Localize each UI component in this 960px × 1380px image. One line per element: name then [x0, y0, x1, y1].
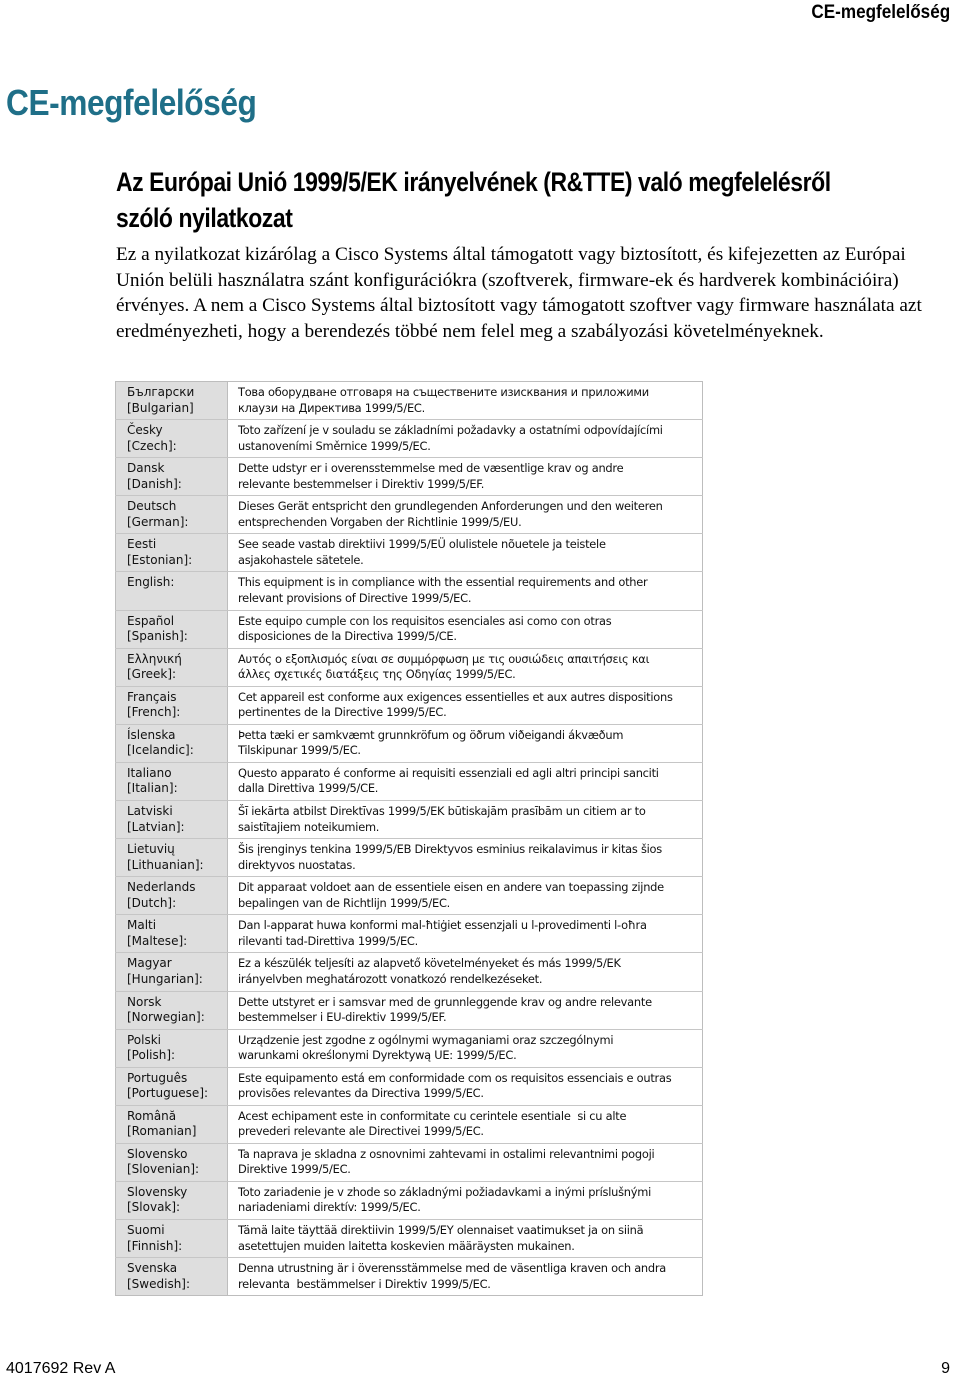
language-cell [116, 839, 228, 877]
declaration-text-cell [228, 1067, 703, 1105]
table-row [116, 953, 703, 991]
declaration-text-line: Šī iekārta atbilst Direktīvas 1999/5/EK būtiskajām prasībām un citiem ar to [238, 804, 646, 819]
declaration-text-line: клаузи на Директива 1999/5/EC. [238, 400, 425, 415]
table-row [116, 762, 703, 800]
declaration-text-line: prevederi relevante ale Directivei 1999/5/EC. [238, 1124, 484, 1139]
language-english-name: [Estonian]: [127, 552, 193, 567]
language-cell [116, 1181, 228, 1219]
language-cell [116, 420, 228, 458]
declaration-text-line: warunkami określonymi Dyrektywą UE: 1999/5/EC. [238, 1048, 517, 1063]
declaration-text-line: direktyvos nuostatas. [238, 857, 356, 872]
language-name: Nederlands [127, 880, 196, 895]
declaration-text-line: pertinentes de la Directive 1999/5/EC. [238, 705, 447, 720]
declaration-text-line: Denna utrustning är i överensstämmelse med de väsentliga kraven och andra [238, 1261, 667, 1276]
table-row [116, 1258, 703, 1296]
language-english-name: [Hungarian]: [127, 971, 203, 986]
declaration-text-line: Toto zařízení je v souladu se základními požadavky a ostatními odpovídajícími [238, 423, 663, 438]
declaration-text-cell [228, 1258, 703, 1296]
language-name: Български [127, 385, 195, 399]
table-row [116, 648, 703, 686]
table-row [116, 382, 703, 420]
table-row [116, 991, 703, 1029]
declaration-text-line: Dan l-apparat huwa konformi mal-ħtiġiet essenzjali u l-provedimenti l-oħra [238, 918, 647, 933]
language-english-name: [Icelandic]: [127, 743, 194, 758]
table-row [116, 610, 703, 648]
declaration-text-line: άλλες σχετικές διατάξεις της Οδηγίας 1999/5/EC. [238, 667, 516, 682]
declaration-text-cell [228, 458, 703, 496]
declaration-text-line: Tämä laite täyttää direktiivin 1999/5/EY olennaiset vaatimukset ja on siinä [238, 1223, 644, 1238]
language-name: Ελληνική [127, 651, 182, 666]
language-english-name: [Romanian] [127, 1124, 197, 1139]
language-cell [116, 953, 228, 991]
language-english-name: [Slovak]: [127, 1200, 181, 1215]
language-name: Italiano [127, 765, 172, 780]
declaration-text-line: Dit apparaat voldoet aan de essentiele eisen en andere van toepassing zijnde [238, 880, 664, 895]
language-english-name: [Latvian]: [127, 819, 185, 834]
document-id: 4017692 Rev A [6, 1360, 116, 1377]
language-name: Français [127, 689, 177, 704]
language-cell [116, 877, 228, 915]
declaration-text-line: dalla Direttiva 1999/5/CE. [238, 781, 379, 796]
language-english-name: [French]: [127, 705, 181, 720]
declaration-text-cell [228, 420, 703, 458]
table-row [116, 496, 703, 534]
declaration-text-line: Dieses Gerät entspricht den grundlegenden Anforderungen und den weiteren [238, 499, 663, 514]
declaration-text-line: relevant provisions of Directive 1999/5/EC. [238, 590, 472, 605]
section-heading-line2: szóló nyilatkozat [116, 203, 293, 233]
declaration-text-cell [228, 496, 703, 534]
declaration-text-line: Toto zariadenie je v zhode so základnými požiadavkami a inými príslušnými [238, 1184, 652, 1199]
language-name: Eesti [127, 537, 157, 552]
language-name: Deutsch [127, 499, 177, 514]
table-row [116, 534, 703, 572]
language-english-name: [Danish]: [127, 476, 182, 491]
declaration-table-body [116, 382, 703, 1296]
declaration-table [115, 381, 703, 1296]
declaration-text-line: relevante bestemmelser i Direktiv 1999/5/EF. [238, 476, 485, 491]
declaration-text-line: Este equipamento está em conformidade com os requisitos essenciais e outras [238, 1070, 672, 1085]
language-name: Magyar [127, 956, 172, 971]
declaration-text-line: disposiciones de la Directiva 1999/5/CE. [238, 629, 457, 644]
declaration-text-line: Αυτός ο εξοπλισμός είναι σε συμμόρφωση με τις ουσιώδεις απαιτήσεις και [238, 651, 650, 666]
language-english-name: [Lithuanian]: [127, 857, 204, 872]
language-cell [116, 610, 228, 648]
language-cell [116, 458, 228, 496]
declaration-text-cell [228, 686, 703, 724]
table-row [116, 877, 703, 915]
language-name: Malti [127, 918, 157, 933]
table-row [116, 458, 703, 496]
language-cell [116, 991, 228, 1029]
declaration-text-line: Dette utstyret er i samsvar med de grunnleggende krav og andre relevante [238, 994, 652, 1009]
language-name: Suomi [127, 1223, 165, 1238]
table-row [116, 839, 703, 877]
declaration-text-cell [228, 839, 703, 877]
declaration-text-cell [228, 915, 703, 953]
declaration-text-cell [228, 1181, 703, 1219]
declaration-text-cell [228, 1105, 703, 1143]
declaration-text-cell [228, 1220, 703, 1258]
language-cell [116, 1220, 228, 1258]
declaration-text-line: See seade vastab direktiivi 1999/5/EÜ olulistele nõuetele ja teistele [238, 537, 606, 552]
table-row [116, 1105, 703, 1143]
declaration-text-line: provisões relevantes da Directiva 1999/5/EC. [238, 1086, 484, 1101]
declaration-text-cell [228, 877, 703, 915]
declaration-text-line: Urządzenie jest zgodne z ogólnymi wymaganiami oraz szczególnymi [238, 1032, 614, 1047]
language-english-name: [Czech]: [127, 438, 177, 453]
declaration-text-line: This equipment is in compliance with the essential requirements and other [238, 575, 648, 590]
running-header-title: CE-megfelelőség [811, 2, 950, 23]
language-name: Lietuvių [127, 842, 175, 857]
language-name: Latviski [127, 804, 173, 819]
declaration-text-line: entsprechenden Vorgaben der Richtlinie 1999/5/EU. [238, 514, 522, 529]
language-english-name: [German]: [127, 514, 189, 529]
language-english-name: [Spanish]: [127, 629, 188, 644]
declaration-text-line: nariadeniami direktív: 1999/5/EC. [238, 1200, 421, 1215]
language-english-name: [Greek]: [127, 667, 177, 682]
declaration-text-line: asetettujen muiden laitetta koskevien määräysten mukainen. [238, 1238, 575, 1253]
language-name: Dansk [127, 461, 165, 476]
declaration-text-line: bestemmelser i EU-direktiv 1999/5/EF. [238, 1010, 447, 1024]
table-row [116, 1181, 703, 1219]
page-title: CE-megfelelőség [6, 82, 257, 123]
declaration-text-line: irányelvben meghatározott vonatkozó rendelkezéseket. [238, 971, 543, 986]
declaration-text-line: Acest echipament este in conformitate cu cerintele esentiale si cu alte [238, 1108, 627, 1123]
table-row [116, 420, 703, 458]
declaration-text-cell [228, 1143, 703, 1181]
language-cell [116, 496, 228, 534]
declaration-text-cell [228, 534, 703, 572]
language-cell [116, 915, 228, 953]
declaration-text-line: bepalingen van de Richtlijn 1999/5/EC. [238, 895, 451, 910]
declaration-text-line: Cet appareil est conforme aux exigences essentielles et aux autres dispositions [238, 689, 673, 704]
table-row [116, 915, 703, 953]
declaration-text-line: relevanta bestämmelser i Direktiv 1999/5/EC. [238, 1276, 491, 1291]
declaration-text-line: ustanoveními Směrnice 1999/5/EC. [238, 438, 431, 453]
language-cell [116, 801, 228, 839]
language-english-name: [Swedish]: [127, 1276, 191, 1291]
language-cell [116, 648, 228, 686]
language-cell [116, 1105, 228, 1143]
language-name: Română [127, 1108, 177, 1123]
table-row [116, 1029, 703, 1067]
language-name: Íslenska [127, 727, 176, 742]
declaration-text-line: Ez a készülék teljesíti az alapvető követelményeket és más 1999/5/EK [238, 956, 621, 971]
language-cell [116, 724, 228, 762]
declaration-text-cell [228, 991, 703, 1029]
declaration-text-line: Este equipo cumple con los requisitos esenciales asi como con otras [238, 613, 612, 628]
table-row [116, 572, 703, 610]
language-cell [116, 534, 228, 572]
language-name: Polski [127, 1032, 162, 1047]
declaration-text-line: Questo apparato é conforme ai requisiti essenziali ed agli altri principi sanciti [238, 765, 659, 780]
language-cell [116, 1258, 228, 1296]
table-row [116, 801, 703, 839]
declaration-text-cell [228, 382, 703, 420]
language-name: Português [127, 1070, 188, 1085]
language-english-name: [Norwegian]: [127, 1010, 205, 1024]
language-name: Svenska [127, 1261, 178, 1276]
declaration-text-line: Dette udstyr er i overensstemmelse med de væsentlige krav og andre [238, 461, 624, 476]
language-cell [116, 382, 228, 420]
language-name: Česky [127, 423, 163, 438]
declaration-text-line: Това оборудване отговаря на съществените изисквания и приложими [238, 385, 649, 399]
language-cell [116, 762, 228, 800]
table-row [116, 1143, 703, 1181]
language-english-name: [Maltese]: [127, 933, 188, 948]
table-row [116, 1067, 703, 1105]
language-name: English: [127, 575, 175, 590]
language-cell [116, 1067, 228, 1105]
declaration-text-line: asjakohastele sätetele. [238, 552, 364, 567]
page-number: 9 [941, 1360, 950, 1377]
declaration-text-line: Šis įrenginys tenkina 1999/5/EB Direktyvos esminius reikalavimus ir kitas šios [238, 842, 662, 857]
declaration-text-line: Direktive 1999/5/EC. [238, 1162, 351, 1177]
declaration-text-line: saistītajiem noteikumiem. [238, 819, 380, 834]
table-row [116, 686, 703, 724]
declaration-text-cell [228, 762, 703, 800]
language-cell [116, 1143, 228, 1181]
declaration-text-line: Tilskipunar 1999/5/EC. [238, 743, 361, 758]
language-name: Slovensky [127, 1184, 188, 1199]
declaration-text-line: Þetta tæki er samkvæmt grunnkröfum og öðrum viðeigandi ákvæðum [238, 727, 624, 742]
declaration-text-cell [228, 610, 703, 648]
table-row [116, 724, 703, 762]
declaration-text-cell [228, 953, 703, 991]
language-name: Español [127, 613, 175, 628]
language-english-name: [Portuguese]: [127, 1086, 209, 1101]
declaration-text-cell [228, 724, 703, 762]
language-english-name: [Dutch]: [127, 895, 177, 910]
language-english-name: [Bulgarian] [127, 400, 194, 415]
language-english-name: [Slovenian]: [127, 1162, 200, 1177]
language-cell [116, 686, 228, 724]
section-heading [116, 164, 881, 236]
declaration-text-cell [228, 572, 703, 610]
declaration-text-line: rilevanti tad-Direttiva 1999/5/EC. [238, 933, 418, 948]
declaration-text-cell [228, 648, 703, 686]
language-name: Slovensko [127, 1146, 188, 1161]
language-english-name: [Polish]: [127, 1048, 176, 1063]
language-english-name: [Italian]: [127, 781, 178, 796]
section-heading-line1: Az Európai Unió 1999/5/EK irányelvének (R&TTE) való megfelelésről [116, 167, 831, 197]
language-english-name: [Finnish]: [127, 1238, 183, 1253]
intro-paragraph: Ez a nyilatkozat kizárólag a Cisco Systems által támogatott vagy biztosított, és kifejezetten az Európai Unión belüli használatra szánt konfigurációkra (szoftverek, firmware-ek és hardverek kombinációira) érvényes. A nem a Cisco Systems által biztosított vagy támogatott szoftver vagy firmware használata azt eredményezheti, hogy a berendezés többé nem felel meg a szabályozási követelményeknek. [116, 244, 922, 342]
declaration-text-cell [228, 1029, 703, 1067]
table-row [116, 1220, 703, 1258]
declaration-text-line: Ta naprava je skladna z osnovnimi zahtevami in ostalimi relevantnimi pogoji [238, 1146, 655, 1161]
language-cell [116, 572, 228, 610]
language-cell [116, 1029, 228, 1067]
language-name: Norsk [127, 994, 162, 1009]
declaration-text-cell [228, 801, 703, 839]
